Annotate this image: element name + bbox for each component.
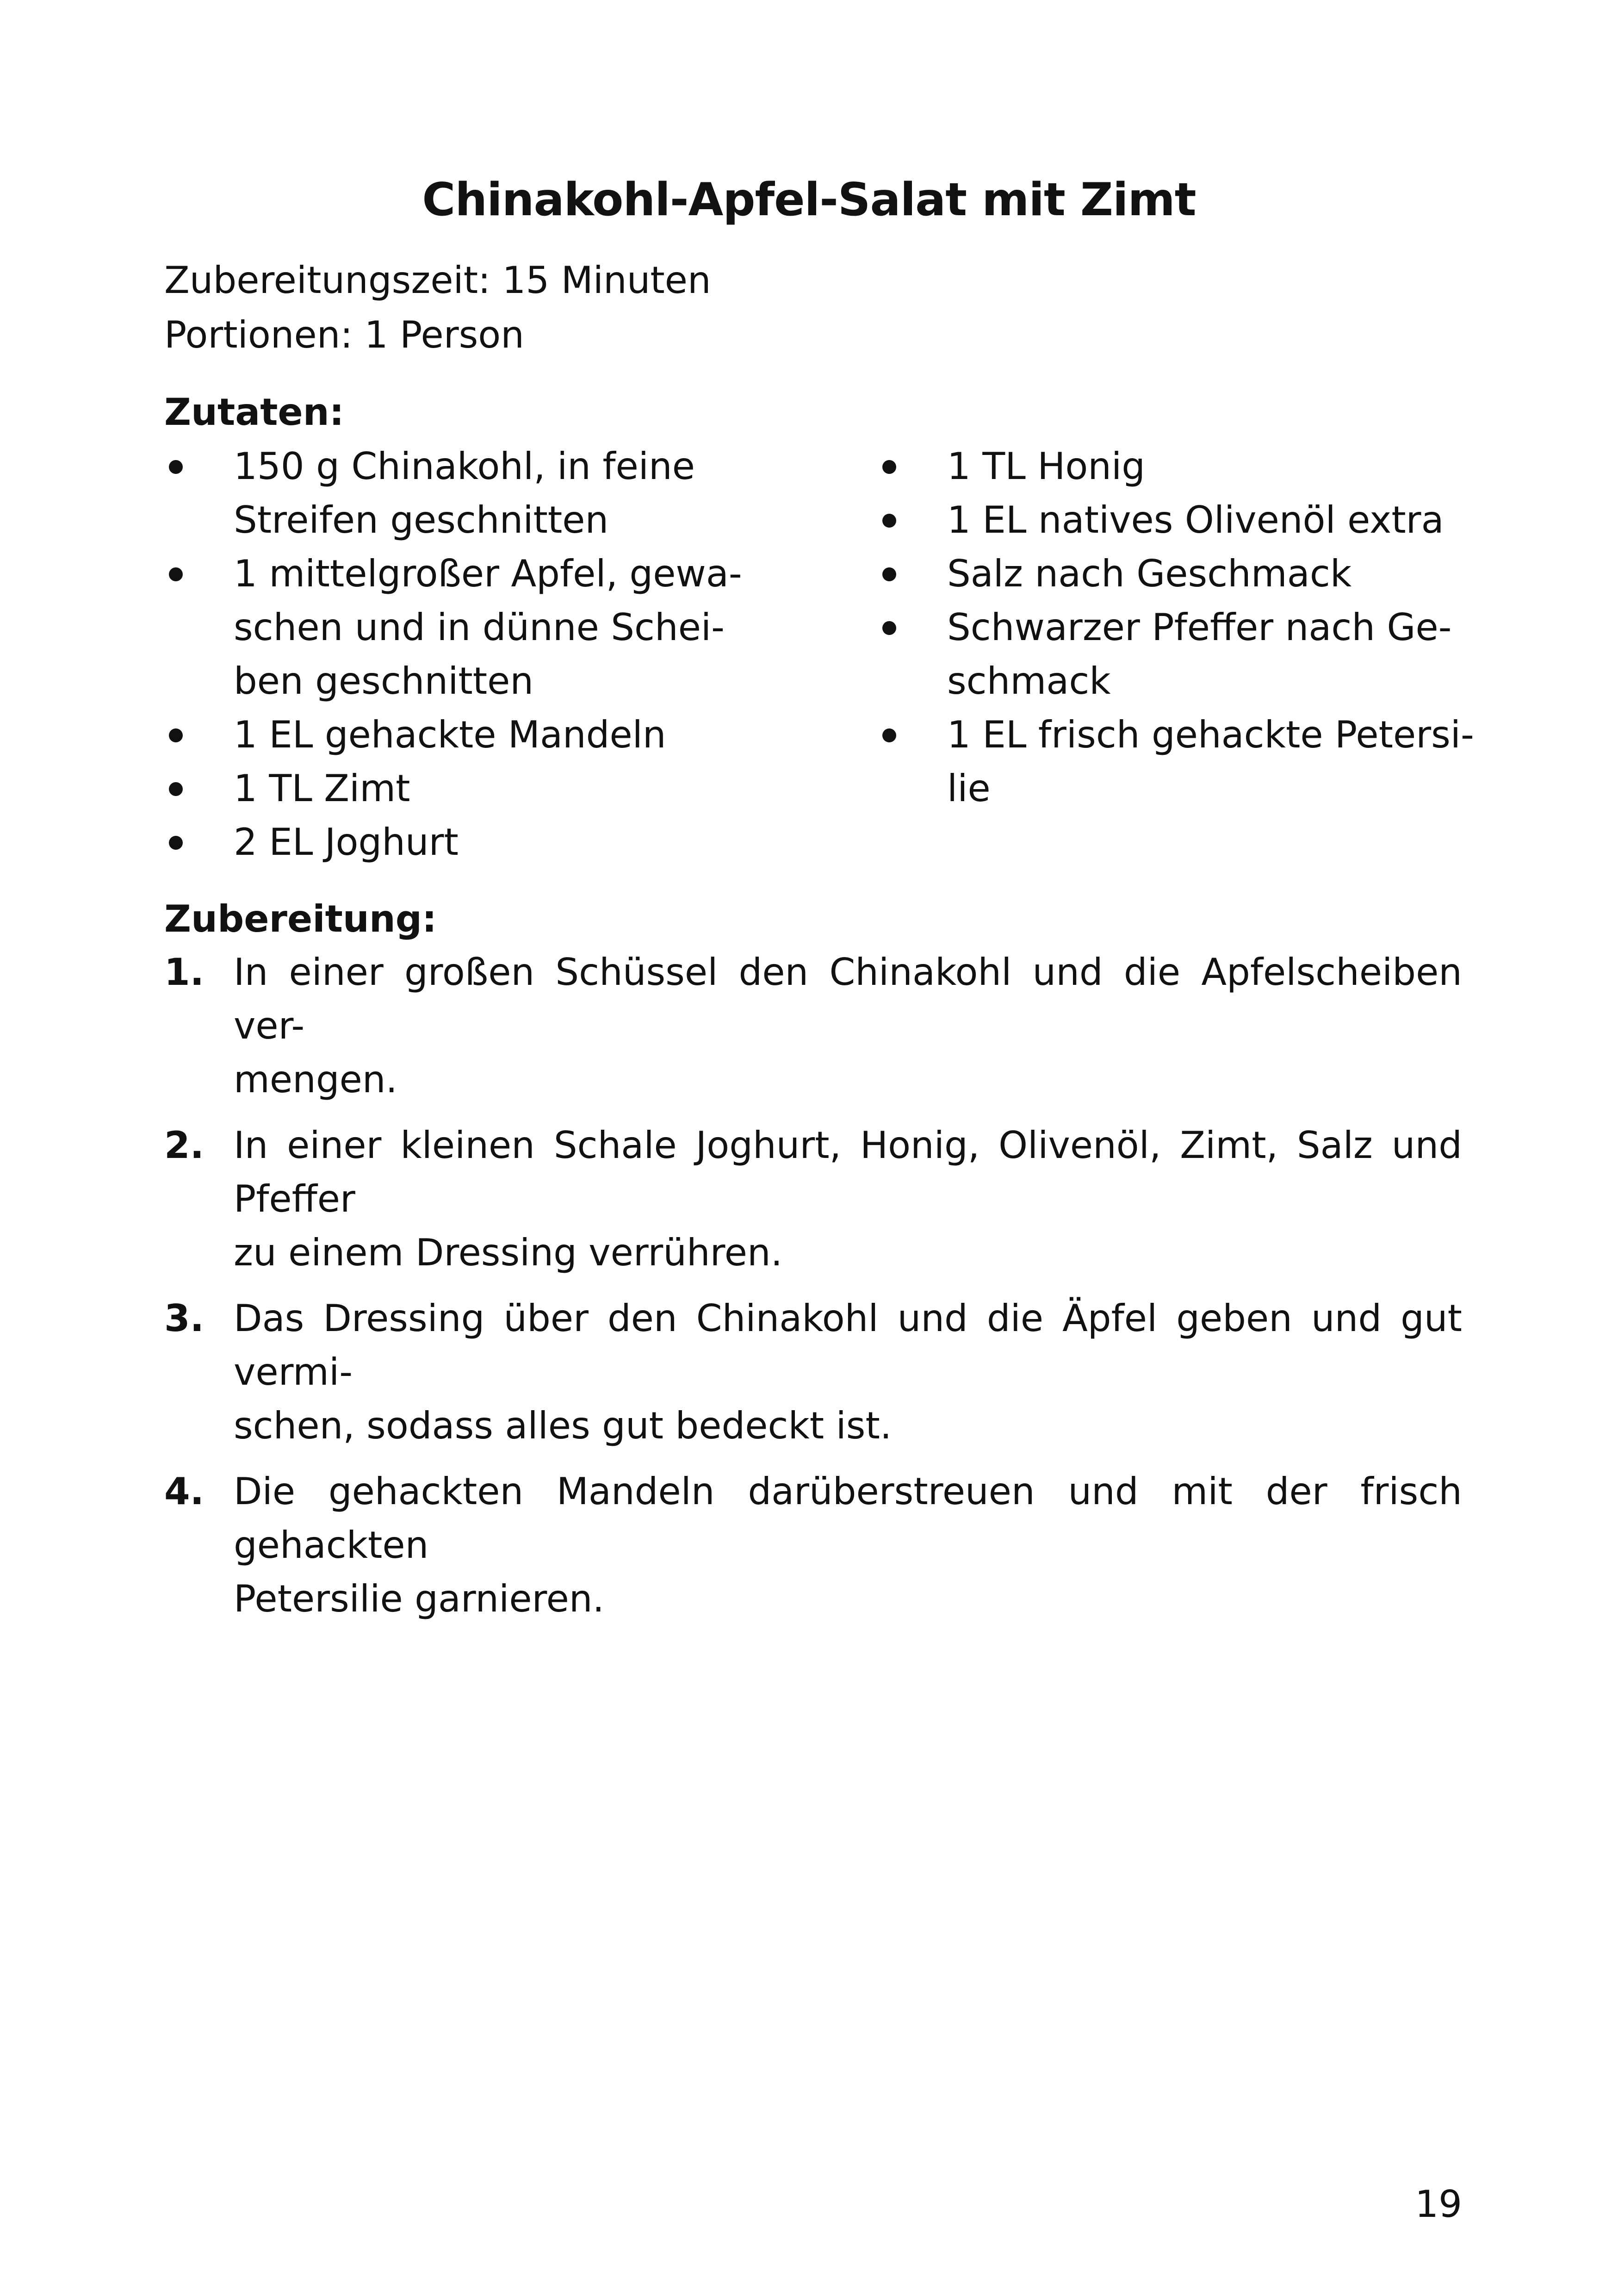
ingredient-item <box>164 440 766 547</box>
ingredients-list-right <box>878 440 1479 815</box>
ingredient-item <box>878 493 1479 547</box>
bullet-icon <box>169 728 183 742</box>
page-number: 19 <box>1415 2183 1462 2226</box>
ingredient-text: 2 EL Joghurt <box>234 821 459 864</box>
step-text: In einer großen Schüssel den Chinakohl und die Apfelscheiben ver- mengen. <box>234 951 1462 1101</box>
ingredient-item <box>878 708 1479 815</box>
ingredient-item <box>164 547 766 708</box>
step-item <box>164 1465 1462 1626</box>
step-text: Das Dressing über den Chinakohl und die Äpfel geben und gut vermi- schen, sodass alles gut bedeckt ist. <box>234 1297 1462 1447</box>
step-text: Die gehackten Mandeln darüberstreuen und mit der frisch gehackten Petersilie garnieren. <box>234 1470 1462 1620</box>
step-number: 3. <box>164 1297 205 1340</box>
steps-heading: Zubereitung: <box>164 897 437 940</box>
ingredient-text: 1 EL gehackte Mandeln <box>234 713 666 756</box>
ingredient-item <box>164 708 766 762</box>
ingredient-item <box>878 547 1479 601</box>
step-text: In einer kleinen Schale Joghurt, Honig, Olivenöl, Zimt, Salz und Pfeffer zu einem Dressing verrühren. <box>234 1124 1462 1274</box>
step-number: 1. <box>164 951 205 994</box>
ingredient-item <box>164 762 766 815</box>
bullet-icon <box>882 460 896 474</box>
ingredients-list-left <box>164 440 766 869</box>
bullet-icon <box>169 460 183 474</box>
step-number: 4. <box>164 1470 205 1513</box>
ingredient-text: 150 g Chinakohl, in feine Streifen geschnitten <box>234 445 695 541</box>
ingredients-heading: Zutaten: <box>164 391 344 434</box>
steps-list <box>164 946 1462 1638</box>
ingredient-item <box>878 440 1479 493</box>
ingredient-text: Schwarzer Pfeffer nach Ge- schmack <box>947 606 1452 703</box>
step-number: 2. <box>164 1124 205 1167</box>
ingredient-text: 1 TL Zimt <box>234 767 410 810</box>
bullet-icon <box>169 782 183 796</box>
bullet-icon <box>169 836 183 850</box>
ingredient-text: Salz nach Geschmack <box>947 552 1352 595</box>
bullet-icon <box>882 728 896 742</box>
ingredient-text: 1 TL Honig <box>947 445 1146 488</box>
bullet-icon <box>882 567 896 581</box>
step-item <box>164 1292 1462 1453</box>
ingredient-item <box>878 601 1479 708</box>
servings: Portionen: 1 Person <box>164 313 524 356</box>
ingredient-text: 1 EL natives Olivenöl extra <box>947 498 1444 541</box>
ingredient-text: 1 mittelgroßer Apfel, gewa- schen und in dünne Schei- ben geschnitten <box>234 552 742 703</box>
bullet-icon <box>882 621 896 635</box>
prep-time: Zubereitungszeit: 15 Minuten <box>164 259 711 302</box>
bullet-icon <box>169 567 183 581</box>
step-item <box>164 1119 1462 1280</box>
step-item <box>164 946 1462 1107</box>
ingredient-text: 1 EL frisch gehackte Petersi- lie <box>947 713 1474 810</box>
bullet-icon <box>882 514 896 528</box>
ingredient-item <box>164 815 766 869</box>
page-title: Chinakohl-Apfel-Salat mit Zimt <box>422 174 1196 226</box>
